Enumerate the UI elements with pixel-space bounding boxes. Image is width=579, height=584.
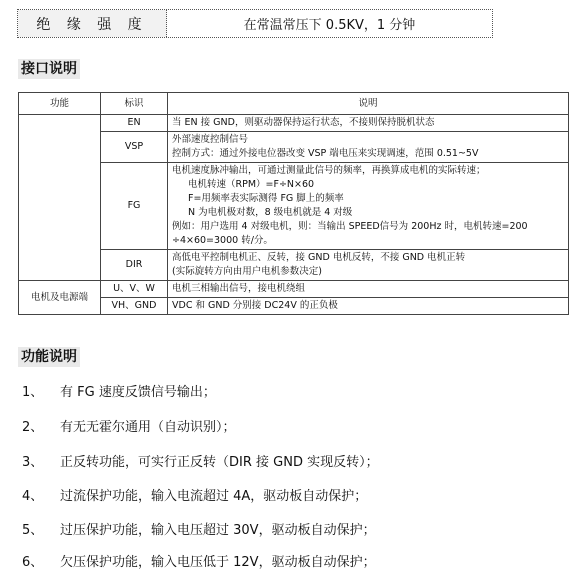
list-number: 6、: [22, 555, 44, 570]
header-function: 功能: [19, 93, 101, 115]
desc-line: 例如：用户选用 4 对级电机，则：当输出 SPEED信号为 200Hz 时，电机转速=200: [172, 221, 528, 232]
table-row: [19, 281, 569, 298]
row-id: U、V、W: [101, 281, 168, 298]
table-row: [19, 132, 569, 163]
list-number: 2、: [22, 420, 44, 435]
list-item: [22, 485, 367, 504]
list-number: 4、: [22, 489, 44, 504]
table-row: [19, 298, 569, 315]
header-id: 标识: [101, 93, 168, 115]
list-number: 1、: [22, 385, 44, 400]
row-description: [168, 163, 569, 250]
row-description: [168, 115, 569, 132]
insulation-strength-label: 绝 缘 强 度: [18, 10, 167, 37]
row-id: EN: [101, 115, 168, 132]
desc-line: 外部速度控制信号: [172, 134, 249, 145]
desc-line: VDC 和 GND 分别接 DC24V 的正负极: [172, 300, 338, 311]
desc-line: 高低电平控制电机正、反转，接 GND 电机反转，不接 GND 电机正转: [172, 252, 466, 263]
insulation-strength-row: [17, 9, 493, 38]
row-id: VH、GND: [101, 298, 168, 315]
list-number: 3、: [22, 455, 44, 470]
row-description: [168, 132, 569, 163]
interface-table: [18, 92, 569, 315]
row-description: [168, 250, 569, 281]
desc-line: ÷4×60=3000 转/分。: [172, 235, 273, 246]
list-text: 欠压保护功能，输入电压低于 12V，驱动板自动保护；: [60, 555, 376, 570]
list-number: 5、: [22, 523, 44, 538]
desc-line: F=用频率表实际测得 FG 脚上的频率: [188, 193, 344, 204]
desc-line: N 为电机极对数，8 级电机就是 4 对级: [188, 207, 353, 218]
group-cell-empty: [19, 115, 101, 281]
table-header-row: [19, 93, 569, 115]
row-description: [168, 281, 569, 298]
header-description: 说明: [168, 93, 569, 115]
list-item: [22, 551, 376, 570]
group-label: 电机及电源端: [19, 281, 101, 315]
list-item: [22, 451, 379, 470]
row-id: DIR: [101, 250, 168, 281]
interface-section-title: 接口说明: [18, 59, 80, 79]
list-text: 有 FG 速度反馈信号输出；: [60, 385, 216, 400]
desc-line: 当 EN 接 GND，则驱动器保持运行状态，不接则保持脱机状态: [172, 117, 435, 128]
desc-line: 电机三相输出信号，接电机绕组: [172, 283, 306, 294]
desc-line: (实际旋转方向由用户电机参数决定): [172, 266, 322, 277]
insulation-strength-value: 在常温常压下 0.5KV，1 分钟: [243, 18, 416, 33]
list-text: 有无无霍尔通用（自动识别）；: [60, 420, 236, 435]
desc-line: 电机转速（RPM）=F÷N×60: [188, 179, 315, 190]
row-id: FG: [101, 163, 168, 250]
list-item: [22, 416, 236, 435]
row-id: VSP: [101, 132, 168, 163]
list-text: 正反转功能，可实行正反转（DIR 接 GND 实现反转）；: [60, 455, 379, 470]
row-description: [168, 298, 569, 315]
list-item: [22, 381, 216, 400]
table-row: [19, 163, 569, 250]
desc-line: 电机速度脉冲输出，可通过测量此信号的频率，再换算成电机的实际转速；: [172, 165, 486, 176]
table-row: [19, 250, 569, 281]
list-text: 过流保护功能，输入电流超过 4A，驱动板自动保护；: [60, 489, 368, 504]
desc-line: 控制方式：通过外接电位器改变 VSP 端电压来实现调速，范围 0.51~5V: [172, 148, 479, 159]
list-item: [22, 519, 376, 538]
table-row: [19, 115, 569, 132]
list-text: 过压保护功能，输入电压超过 30V，驱动板自动保护；: [60, 523, 376, 538]
features-section-title: 功能说明: [18, 347, 80, 367]
